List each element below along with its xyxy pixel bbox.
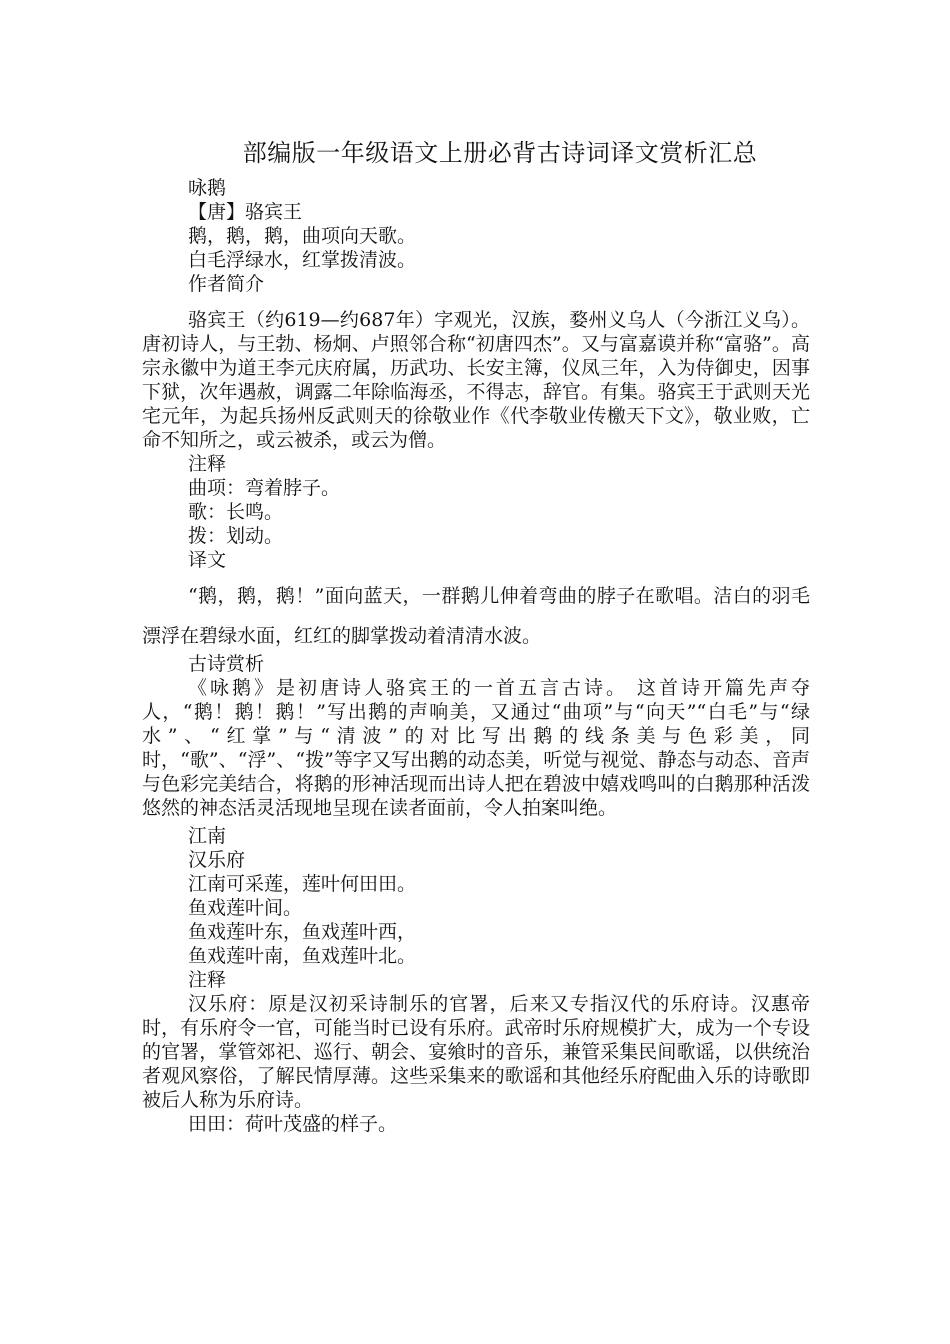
note-tiantian: 田田：荷叶茂盛的样子。	[188, 1113, 398, 1135]
poem2-line-4: 鱼戏莲叶南，鱼戏莲叶北。	[188, 945, 417, 967]
notes-heading: 注释	[188, 453, 227, 475]
poem1-author: 【唐】骆宾王	[188, 201, 303, 223]
page-title: 部编版一年级语文上册必背古诗词译文赏析汇总	[242, 139, 758, 167]
poem2-line-1: 江南可采莲，莲叶何田田。	[188, 873, 417, 895]
poem1-line-1: 鹅，鹅，鹅，曲项向天歌。	[188, 225, 417, 247]
poem2-line-2: 鱼戏莲叶间。	[188, 897, 303, 919]
document-body	[142, 176, 810, 1136]
note-yuefu: 汉乐府：原是汉初采诗制乐的官署，后来又专指汉代的乐府诗。汉惠帝时，有乐府令一官，可能当时已设有乐府。武帝时乐府规模扩大，成为一个专设的官署，掌管郊祀、巡行、朝会、宴飨时的音乐，兼管采集民间歌谣，以供统治者观风察俗，了解民情厚薄。这些采集来的歌谣和其他经乐府配曲入乐的诗歌即被后人称为乐府诗。	[142, 993, 810, 1111]
note-item: 曲项：弯着脖子。	[188, 477, 341, 499]
analysis-heading: 古诗赏析	[188, 653, 265, 675]
poem2-author: 汉乐府	[188, 849, 246, 871]
poem2-line-3: 鱼戏莲叶东，鱼戏莲叶西，	[188, 921, 417, 943]
poem1-line-2: 白毛浮绿水，红掌拨清波。	[188, 249, 417, 271]
author-bio: 骆宾王（约619—约687年）字观光，汉族，婺州义乌人（今浙江义乌）。唐初诗人，与王勃、杨炯、卢照邻合称“初唐四杰”。又与富嘉谟并称“富骆”。高宗永徽中为道王李元庆府属，历武功、长安主簿，仪凤三年，入为侍御史，因事下狱，次年遇赦，调露二年除临海丞，不得志，辞官。有集。骆宾王于武则天光宅元年，为起兵扬州反武则天的徐敬业作《代李敬业传檄天下文》，敬业败，亡命不知所之，或云被杀，或云为僧。	[142, 309, 810, 451]
note-item: 拨：划动。	[188, 525, 284, 547]
note-item: 歌：长鸣。	[188, 501, 284, 523]
translation-text: “鹅，鹅，鹅！”面向蓝天，一群鹅儿伸着弯曲的脖子在歌唱。洁白的羽毛漂浮在碧绿水面，红红的脚掌拨动着清清水波。	[142, 585, 810, 647]
poem2-title: 江南	[188, 825, 227, 847]
translation-heading: 译文	[188, 549, 227, 571]
poem1-title: 咏鹅	[188, 177, 227, 199]
poem2-notes-heading: 注释	[188, 969, 227, 991]
bio-heading: 作者简介	[188, 273, 265, 295]
analysis-text: 《咏鹅》是初唐诗人骆宾王的一首五言古诗。 这首诗开篇先声夺人，“鹅！鹅！鹅！”写出鹅的声响美，又通过“曲项”与“向天”“白毛”与“绿水”、“红掌”与“清波”的对比写出鹅的线条美与色彩美，同时，“歌”、“浮”、“拨”等字又写出鹅的动态美，听觉与视觉、静态与动态、音声与色彩完美结合，将鹅的形神活现而出诗人把在碧波中嬉戏鸣叫的白鹅那种活泼悠然的神态活灵活现地呈现在读者面前，令人拍案叫绝。	[142, 677, 810, 819]
